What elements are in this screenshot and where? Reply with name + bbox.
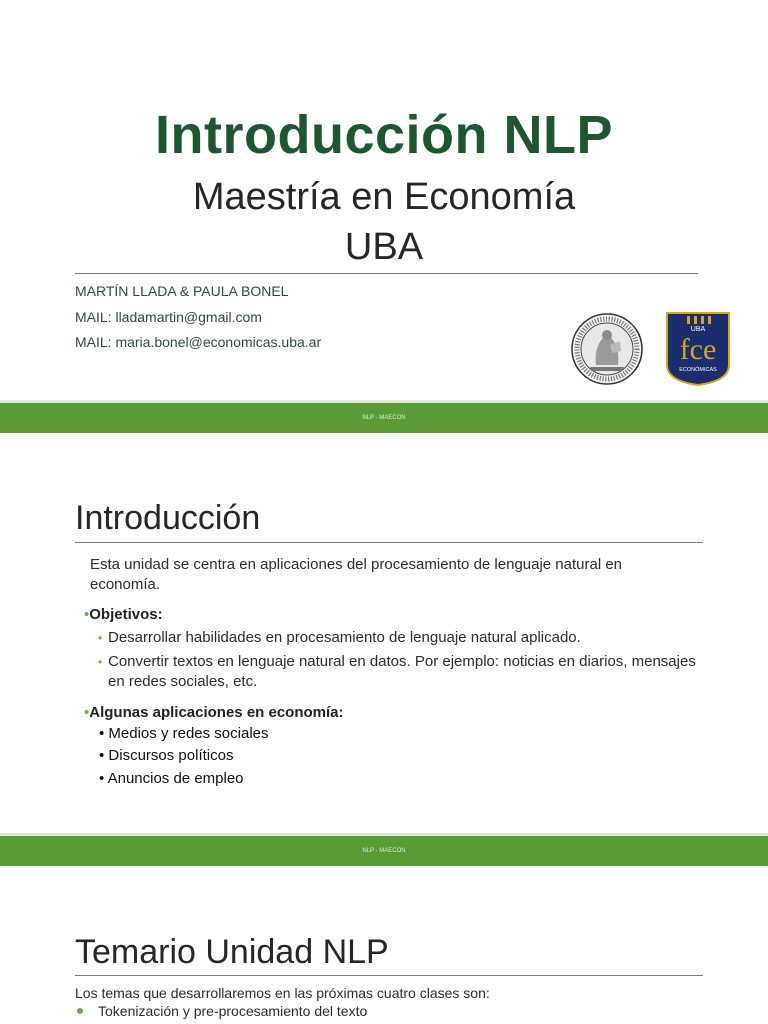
slide-footer-bar [0, 400, 768, 433]
authors: MARTÍN LLADA & PAULA BONEL [75, 283, 289, 299]
list-item: • Discursos políticos [99, 747, 234, 764]
bullet-icon: • [98, 655, 103, 669]
intro-text: Esta unidad se centra en aplicaciones del procesamiento de lenguaje natural en economía. [90, 556, 623, 593]
list-item: Tokenización y pre-procesamiento del texto [75, 1003, 367, 1019]
list-item: • Anuncios de empleo [99, 770, 244, 787]
divider [75, 975, 703, 976]
slide-title: Introducción NLP [155, 105, 613, 165]
svg-text:fce: fce [679, 333, 717, 366]
list-item: • Convertir textos en lenguaje natural en datos. Por ejemplo: noticias en diarios, mensajes en redes sociales, etc. [98, 653, 696, 690]
bullet-icon: • [84, 606, 90, 623]
slide-heading: Introducción [75, 499, 261, 537]
list-item: • Desarrollar habilidades en procesamiento de lenguaje natural aplicado. [98, 629, 581, 646]
objectives-label: •Objetivos: [84, 606, 163, 623]
bullet-icon: • [98, 631, 103, 645]
subtitle-line-2: UBA [344, 226, 424, 268]
bullet-icon: • [84, 704, 90, 721]
fce-logo-icon [665, 311, 731, 386]
mail-1: MAIL: lladamartin@gmail.com [75, 308, 262, 325]
subtitle-line-1: Maestría en Economía [192, 176, 576, 218]
svg-text:UBA: UBA [690, 326, 706, 333]
slide-footer-bar [0, 833, 768, 866]
intro-slide [0, 433, 768, 833]
university-seal-icon [566, 311, 648, 387]
applications-label: •Algunas aplicaciones en economía: [84, 704, 344, 721]
footer-label: NLP - MAECON [362, 415, 406, 421]
mail-2: MAIL: maria.bonel@economicas.uba.ar [75, 334, 322, 350]
footer-label: NLP - MAECON [362, 848, 406, 854]
divider [75, 542, 703, 543]
svg-text:ECONÓMICAS: ECONÓMICAS [679, 367, 717, 373]
list-item: • Medios y redes sociales [99, 725, 269, 742]
intro-text: Los temas que desarrollaremos en las próximas cuatro clases son: [75, 985, 490, 1001]
title-slide [0, 0, 768, 400]
slide-heading: Temario Unidad NLP [75, 933, 389, 971]
divider [75, 273, 698, 274]
bullet-icon [77, 1008, 83, 1014]
syllabus-slide [0, 866, 768, 1024]
slide-subtitle [0, 172, 768, 272]
author-block [75, 279, 321, 356]
